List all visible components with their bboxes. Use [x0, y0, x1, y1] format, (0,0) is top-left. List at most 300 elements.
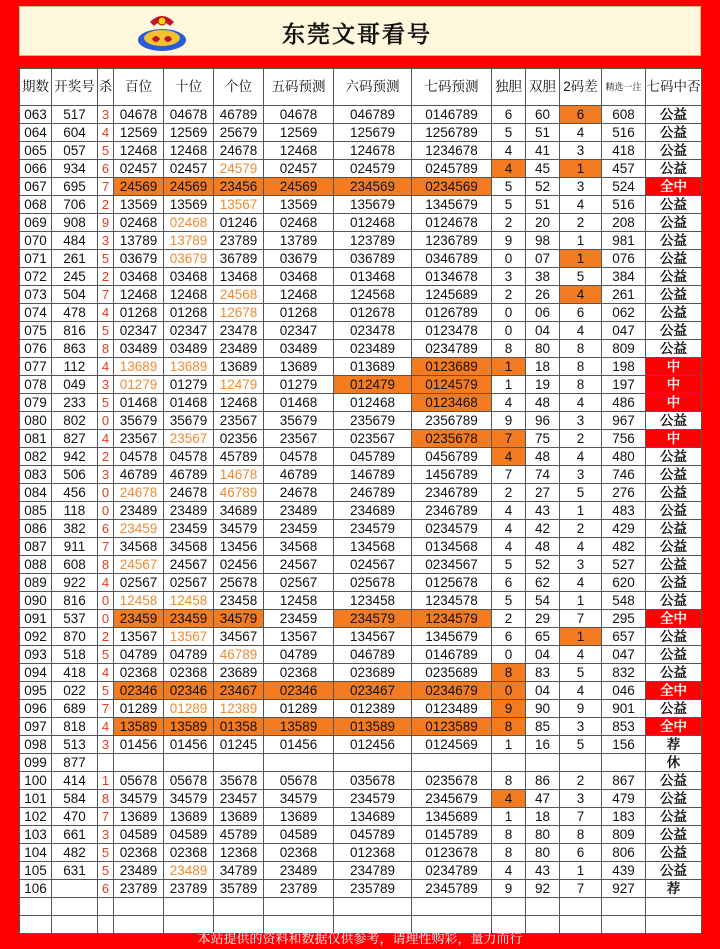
cell-single-pick: 4 — [492, 862, 526, 880]
cell-issue: 090 — [20, 592, 52, 610]
cell-five-code: 02368 — [264, 844, 334, 862]
cell-tens: 04589 — [164, 826, 214, 844]
cell-double-pick: 06 — [526, 304, 560, 322]
cell-winning-number: 112 — [52, 358, 98, 376]
cell-tens: 01456 — [164, 736, 214, 754]
table-row — [20, 736, 702, 754]
empty-cell — [492, 898, 526, 916]
cell-winning-number: 049 — [52, 376, 98, 394]
cell-six-code: 234579 — [334, 520, 412, 538]
cell-kill: 4 — [98, 124, 114, 142]
cell-two-code-diff: 4 — [560, 322, 602, 340]
cell-issue: 096 — [20, 700, 52, 718]
cell-five-code: 05678 — [264, 772, 334, 790]
cell-five-code: 13689 — [264, 808, 334, 826]
cell-double-pick: 51 — [526, 124, 560, 142]
cell-double-pick: 29 — [526, 610, 560, 628]
cell-hundreds: 02567 — [114, 574, 164, 592]
cell-best-pick: 901 — [602, 700, 646, 718]
cell-seven-code-hit: 荐 — [646, 880, 702, 898]
cell-issue: 094 — [20, 664, 52, 682]
cell-seven-code-hit: 公益 — [646, 484, 702, 502]
cell-tens: 24569 — [164, 178, 214, 196]
cell-five-code: 03489 — [264, 340, 334, 358]
table-row — [20, 826, 702, 844]
cell-two-code-diff: 4 — [560, 574, 602, 592]
cell-hundreds: 23489 — [114, 502, 164, 520]
cell-winning-number: 484 — [52, 232, 98, 250]
cell-two-code-diff: 1 — [560, 502, 602, 520]
cell-tens: 13689 — [164, 808, 214, 826]
table-row — [20, 844, 702, 862]
cell-five-code: 01289 — [264, 700, 334, 718]
cell-seven-code-hit: 公益 — [646, 808, 702, 826]
cell-double-pick: 27 — [526, 484, 560, 502]
cell-two-code-diff: 7 — [560, 880, 602, 898]
cell-hundreds: 34579 — [114, 790, 164, 808]
cell-six-code: 046789 — [334, 646, 412, 664]
cell-best-pick — [602, 754, 646, 772]
cell-best-pick: 967 — [602, 412, 646, 430]
cell-six-code: 023689 — [334, 664, 412, 682]
cell-seven-code: 1236789 — [412, 232, 492, 250]
cell-issue: 084 — [20, 484, 52, 502]
cell-hundreds: 13789 — [114, 232, 164, 250]
cell-kill: 7 — [98, 808, 114, 826]
cell-seven-code: 0234789 — [412, 340, 492, 358]
cell-two-code-diff: 4 — [560, 448, 602, 466]
cell-single-pick: 8 — [492, 664, 526, 682]
table-row — [20, 160, 702, 178]
cell-double-pick: 51 — [526, 196, 560, 214]
cell-kill: 7 — [98, 286, 114, 304]
cell-single-pick: 7 — [492, 430, 526, 448]
cell-five-code: 04789 — [264, 646, 334, 664]
cell-kill: 3 — [98, 376, 114, 394]
cell-six-code: 234579 — [334, 790, 412, 808]
cell-units: 23467 — [214, 682, 264, 700]
cell-winning-number: 245 — [52, 268, 98, 286]
cell-six-code: 135679 — [334, 196, 412, 214]
cell-seven-code: 2345789 — [412, 880, 492, 898]
cell-seven-code-hit: 公益 — [646, 538, 702, 556]
cell-tens: 03468 — [164, 268, 214, 286]
cell-units: 23689 — [214, 664, 264, 682]
cell-seven-code-hit: 中 — [646, 394, 702, 412]
cell-double-pick: 48 — [526, 394, 560, 412]
cell-issue: 071 — [20, 250, 52, 268]
cell-hundreds: 23789 — [114, 880, 164, 898]
table-row — [20, 232, 702, 250]
cell-hundreds: 03489 — [114, 340, 164, 358]
cell-best-pick: 746 — [602, 466, 646, 484]
cell-double-pick: 45 — [526, 160, 560, 178]
cell-seven-code-hit: 公益 — [646, 250, 702, 268]
cell-winning-number: 818 — [52, 718, 98, 736]
cell-issue: 085 — [20, 502, 52, 520]
column-header-winning-number: 开奖号 — [52, 69, 98, 106]
cell-kill: 4 — [98, 718, 114, 736]
cell-units: 23478 — [214, 322, 264, 340]
cell-best-pick: 524 — [602, 178, 646, 196]
cell-issue: 066 — [20, 160, 52, 178]
cell-units: 34579 — [214, 610, 264, 628]
cell-five-code: 13789 — [264, 232, 334, 250]
cell-hundreds: 01279 — [114, 376, 164, 394]
cell-seven-code-hit: 公益 — [646, 286, 702, 304]
cell-seven-code: 0234569 — [412, 178, 492, 196]
cell-two-code-diff — [560, 754, 602, 772]
column-header-best-pick: 精选一注 — [602, 69, 646, 106]
cell-five-code: 02347 — [264, 322, 334, 340]
cell-single-pick: 1 — [492, 376, 526, 394]
cell-double-pick: 62 — [526, 574, 560, 592]
cell-single-pick: 0 — [492, 682, 526, 700]
table-row — [20, 484, 702, 502]
table-row — [20, 538, 702, 556]
cell-tens: 13569 — [164, 196, 214, 214]
cell-winning-number: 877 — [52, 754, 98, 772]
cell-units: 46789 — [214, 484, 264, 502]
cell-hundreds: 12468 — [114, 286, 164, 304]
cell-six-code: 234789 — [334, 862, 412, 880]
cell-five-code: 23489 — [264, 862, 334, 880]
cell-units: 35789 — [214, 880, 264, 898]
cell-tens: 01268 — [164, 304, 214, 322]
cell-winning-number: 506 — [52, 466, 98, 484]
cell-six-code: 023489 — [334, 340, 412, 358]
cell-seven-code-hit: 公益 — [646, 340, 702, 358]
cell-kill: 3 — [98, 106, 114, 124]
cell-single-pick: 8 — [492, 826, 526, 844]
cell-issue: 098 — [20, 736, 52, 754]
cell-seven-code: 0145789 — [412, 826, 492, 844]
cell-seven-code-hit: 公益 — [646, 142, 702, 160]
cell-units: 24579 — [214, 160, 264, 178]
cell-kill: 8 — [98, 556, 114, 574]
cell-two-code-diff: 3 — [560, 790, 602, 808]
cell-kill: 5 — [98, 142, 114, 160]
cell-double-pick: 54 — [526, 592, 560, 610]
cell-winning-number: 022 — [52, 682, 98, 700]
cell-seven-code: 2356789 — [412, 412, 492, 430]
cell-best-pick: 076 — [602, 250, 646, 268]
cell-winning-number: 414 — [52, 772, 98, 790]
table-row — [20, 250, 702, 268]
cell-kill: 8 — [98, 340, 114, 358]
cell-hundreds: 24569 — [114, 178, 164, 196]
cell-best-pick: 832 — [602, 664, 646, 682]
cell-five-code: 02567 — [264, 574, 334, 592]
cell-units: 13456 — [214, 538, 264, 556]
cell-issue: 069 — [20, 214, 52, 232]
cell-winning-number: 908 — [52, 214, 98, 232]
cell-tens: 02457 — [164, 160, 214, 178]
cell-tens: 24567 — [164, 556, 214, 574]
cell-best-pick: 657 — [602, 628, 646, 646]
table-row — [20, 574, 702, 592]
cell-single-pick: 4 — [492, 538, 526, 556]
cell-single-pick: 2 — [492, 286, 526, 304]
cell-issue: 072 — [20, 268, 52, 286]
cell-seven-code: 1345679 — [412, 628, 492, 646]
cell-two-code-diff: 8 — [560, 340, 602, 358]
cell-seven-code-hit: 全中 — [646, 682, 702, 700]
cell-five-code: 46789 — [264, 466, 334, 484]
cell-hundreds: 23489 — [114, 862, 164, 880]
header-banner — [19, 6, 701, 56]
cell-kill: 6 — [98, 160, 114, 178]
cell-six-code: 012389 — [334, 700, 412, 718]
cell-issue: 068 — [20, 196, 52, 214]
cell-best-pick: 183 — [602, 808, 646, 826]
cell-issue: 097 — [20, 718, 52, 736]
cell-tens: 23459 — [164, 520, 214, 538]
cell-five-code: 01279 — [264, 376, 334, 394]
cell-winning-number: 518 — [52, 646, 98, 664]
table-row — [20, 880, 702, 898]
cell-winning-number: 584 — [52, 790, 98, 808]
cell-issue: 075 — [20, 322, 52, 340]
cell-single-pick: 5 — [492, 592, 526, 610]
cell-kill: 9 — [98, 214, 114, 232]
cell-five-code: 03468 — [264, 268, 334, 286]
column-header-seven-code: 七码预测 — [412, 69, 492, 106]
cell-seven-code-hit: 公益 — [646, 520, 702, 538]
cell-five-code: 12458 — [264, 592, 334, 610]
empty-cell — [412, 898, 492, 916]
cell-units: 13689 — [214, 358, 264, 376]
cell-kill: 0 — [98, 412, 114, 430]
cell-tens: 46789 — [164, 466, 214, 484]
cell-winning-number: 608 — [52, 556, 98, 574]
cell-seven-code-hit: 公益 — [646, 772, 702, 790]
cell-five-code: 04578 — [264, 448, 334, 466]
cell-tens: 23489 — [164, 862, 214, 880]
table-row — [20, 124, 702, 142]
cell-units: 23457 — [214, 790, 264, 808]
lottery-3d-logo-icon — [136, 12, 188, 52]
cell-winning-number: 802 — [52, 412, 98, 430]
table-row — [20, 178, 702, 196]
cell-six-code: 013468 — [334, 268, 412, 286]
table-row — [20, 790, 702, 808]
cell-double-pick: 19 — [526, 376, 560, 394]
cell-winning-number: 706 — [52, 196, 98, 214]
cell-units: 14678 — [214, 466, 264, 484]
cell-units: 01246 — [214, 214, 264, 232]
cell-kill: 3 — [98, 232, 114, 250]
column-header-single-pick: 独胆 — [492, 69, 526, 106]
cell-hundreds: 02368 — [114, 664, 164, 682]
cell-five-code: 34568 — [264, 538, 334, 556]
cell-units: 12468 — [214, 394, 264, 412]
cell-tens: 04678 — [164, 106, 214, 124]
cell-best-pick: 853 — [602, 718, 646, 736]
cell-single-pick: 1 — [492, 808, 526, 826]
cell-tens: 23489 — [164, 502, 214, 520]
cell-five-code: 12468 — [264, 142, 334, 160]
cell-double-pick: 80 — [526, 340, 560, 358]
cell-seven-code-hit: 全中 — [646, 610, 702, 628]
cell-five-code: 12569 — [264, 124, 334, 142]
cell-double-pick: 52 — [526, 178, 560, 196]
empty-cell — [52, 898, 98, 916]
cell-six-code: 234579 — [334, 610, 412, 628]
cell-six-code: 012678 — [334, 304, 412, 322]
cell-double-pick: 18 — [526, 808, 560, 826]
cell-six-code: 036789 — [334, 250, 412, 268]
cell-five-code: 24678 — [264, 484, 334, 502]
cell-single-pick: 0 — [492, 304, 526, 322]
cell-seven-code: 0124569 — [412, 736, 492, 754]
cell-best-pick: 867 — [602, 772, 646, 790]
cell-units: 23489 — [214, 340, 264, 358]
cell-best-pick: 198 — [602, 358, 646, 376]
cell-seven-code: 1345679 — [412, 196, 492, 214]
cell-hundreds: 04678 — [114, 106, 164, 124]
cell-tens: 02346 — [164, 682, 214, 700]
cell-seven-code: 1345689 — [412, 808, 492, 826]
cell-best-pick: 156 — [602, 736, 646, 754]
cell-seven-code: 0146789 — [412, 106, 492, 124]
cell-kill: 3 — [98, 826, 114, 844]
cell-double-pick: 60 — [526, 106, 560, 124]
cell-two-code-diff: 8 — [560, 826, 602, 844]
cell-five-code: 24567 — [264, 556, 334, 574]
table-row — [20, 340, 702, 358]
table-row — [20, 430, 702, 448]
cell-best-pick: 479 — [602, 790, 646, 808]
table-row — [20, 466, 702, 484]
cell-seven-code-hit: 公益 — [646, 826, 702, 844]
cell-seven-code: 0124678 — [412, 214, 492, 232]
cell-best-pick: 809 — [602, 826, 646, 844]
cell-five-code: 01268 — [264, 304, 334, 322]
cell-units: 24678 — [214, 142, 264, 160]
cell-best-pick: 047 — [602, 322, 646, 340]
cell-tens: 05678 — [164, 772, 214, 790]
cell-single-pick: 8 — [492, 718, 526, 736]
cell-units: 46789 — [214, 646, 264, 664]
table-row — [20, 304, 702, 322]
cell-kill: 8 — [98, 790, 114, 808]
cell-winning-number: 689 — [52, 700, 98, 718]
cell-kill: 0 — [98, 610, 114, 628]
cell-seven-code-hit: 公益 — [646, 628, 702, 646]
cell-double-pick: 96 — [526, 412, 560, 430]
empty-row — [20, 898, 702, 916]
cell-five-code: 02457 — [264, 160, 334, 178]
cell-units: 45789 — [214, 448, 264, 466]
cell-two-code-diff: 3 — [560, 142, 602, 160]
cell-hundreds: 13569 — [114, 196, 164, 214]
cell-single-pick: 7 — [492, 466, 526, 484]
cell-issue: 105 — [20, 862, 52, 880]
cell-seven-code-hit: 公益 — [646, 664, 702, 682]
cell-seven-code: 0346789 — [412, 250, 492, 268]
cell-seven-code — [412, 754, 492, 772]
cell-winning-number: 261 — [52, 250, 98, 268]
cell-single-pick: 1 — [492, 736, 526, 754]
cell-best-pick: 620 — [602, 574, 646, 592]
cell-issue: 106 — [20, 880, 52, 898]
cell-single-pick: 4 — [492, 502, 526, 520]
table-row — [20, 358, 702, 376]
cell-six-code: 125679 — [334, 124, 412, 142]
cell-five-code: 23459 — [264, 610, 334, 628]
cell-issue: 078 — [20, 376, 52, 394]
cell-five-code: 02346 — [264, 682, 334, 700]
cell-seven-code-hit: 公益 — [646, 268, 702, 286]
cell-kill: 3 — [98, 736, 114, 754]
prediction-table — [19, 68, 702, 934]
cell-six-code: 123458 — [334, 592, 412, 610]
cell-kill: 4 — [98, 304, 114, 322]
cell-double-pick: 65 — [526, 628, 560, 646]
cell-issue: 067 — [20, 178, 52, 196]
empty-cell — [114, 898, 164, 916]
column-header-six-code: 六码预测 — [334, 69, 412, 106]
cell-kill: 4 — [98, 358, 114, 376]
cell-best-pick: 527 — [602, 556, 646, 574]
cell-double-pick: 04 — [526, 322, 560, 340]
cell-double-pick — [526, 754, 560, 772]
cell-single-pick: 9 — [492, 700, 526, 718]
cell-two-code-diff: 1 — [560, 628, 602, 646]
table-row — [20, 214, 702, 232]
table-row — [20, 520, 702, 538]
cell-issue: 088 — [20, 556, 52, 574]
cell-six-code: 134568 — [334, 538, 412, 556]
cell-double-pick: 43 — [526, 862, 560, 880]
cell-best-pick: 261 — [602, 286, 646, 304]
cell-hundreds: 01456 — [114, 736, 164, 754]
cell-two-code-diff: 5 — [560, 664, 602, 682]
cell-units: 25678 — [214, 574, 264, 592]
column-header-units: 个位 — [214, 69, 264, 106]
cell-single-pick — [492, 754, 526, 772]
cell-kill: 1 — [98, 772, 114, 790]
cell-five-code: 24569 — [264, 178, 334, 196]
table-row — [20, 556, 702, 574]
cell-kill: 6 — [98, 880, 114, 898]
table-row — [20, 502, 702, 520]
cell-double-pick: 74 — [526, 466, 560, 484]
cell-seven-code: 0134678 — [412, 268, 492, 286]
cell-issue: 103 — [20, 826, 52, 844]
cell-best-pick: 756 — [602, 430, 646, 448]
cell-seven-code-hit: 公益 — [646, 790, 702, 808]
cell-best-pick: 516 — [602, 196, 646, 214]
cell-single-pick: 2 — [492, 610, 526, 628]
cell-units: 01358 — [214, 718, 264, 736]
cell-seven-code-hit: 公益 — [646, 412, 702, 430]
cell-two-code-diff: 4 — [560, 124, 602, 142]
cell-units: 23456 — [214, 178, 264, 196]
cell-double-pick: 42 — [526, 520, 560, 538]
cell-single-pick: 6 — [492, 106, 526, 124]
cell-best-pick: 927 — [602, 880, 646, 898]
cell-single-pick: 8 — [492, 844, 526, 862]
cell-double-pick: 07 — [526, 250, 560, 268]
cell-best-pick: 608 — [602, 106, 646, 124]
cell-single-pick: 4 — [492, 520, 526, 538]
cell-two-code-diff: 6 — [560, 106, 602, 124]
cell-hundreds: 23567 — [114, 430, 164, 448]
cell-kill: 4 — [98, 430, 114, 448]
cell-double-pick: 38 — [526, 268, 560, 286]
